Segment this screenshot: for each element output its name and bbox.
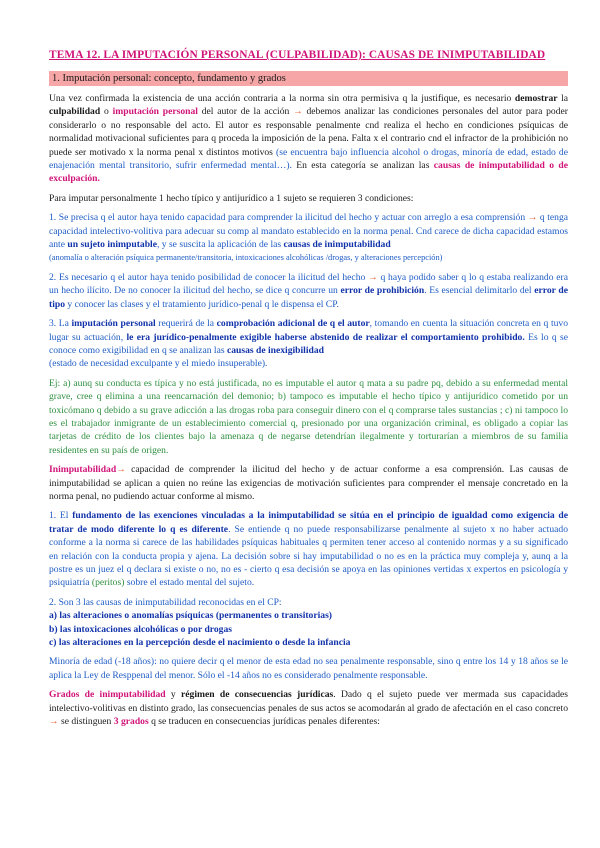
- arrow-icon: →: [527, 212, 538, 224]
- text: , y se suscita la aplicación de las: [156, 239, 284, 251]
- condition-3-note: (estado de necesidad exculpante y el miedo insuperable).: [49, 358, 268, 370]
- text: . Se entiende q no puede responsabilizarse penalmente al sujeto x no haber actuado conforme a la norma si carece de las habilidades psíquicas habituales q permiten tener acceso al contenido normas y a su significado en relación con la conducta propia y ajena. La decisión sobre si hay imputabilidad o no es en la práctica muy compleja y, aunq a la postre es un juez el q declara si existe o no, no es - cierto q esa decisión se apoya en las opiniones vertidas x expertos en psicología y psiquiatría: [49, 523, 568, 589]
- text: se distinguen: [58, 716, 114, 728]
- text: y conocer las clases y el tratamiento jurídico-penal q le dispensa el CP.: [65, 298, 339, 310]
- text: q tenga capacidad intelectivo-volitiva para adecuar su comp al mandato establecido en la norma penal. Cnd carece de dicha capacidad estamos ante: [49, 212, 569, 251]
- arrow-icon: →: [368, 271, 378, 283]
- fundamento-paragraph: [49, 509, 568, 589]
- regimen-term: régimen de consecuencias jurídicas: [181, 689, 334, 701]
- condition-1: [49, 211, 568, 265]
- text: capacidad de comprender la ilicitud del hecho y de actuar conforme a esa comprensión. Las causas de inimputabilidad se aplican a quien no reúne las exigencias de motivación suficientes para comprender el mensaje concretado en la norma penal, no pudiendo actuar conforme al mismo.: [49, 464, 568, 502]
- causas-inimputabilidad-term: causas de inimputabilidad: [283, 239, 391, 251]
- sujeto-inimputable-term: un sujeto inimputable: [67, 239, 157, 251]
- text: 2. Es necesario q el autor haya tenido posibilidad de conocer la ilicitud del hecho: [49, 271, 369, 283]
- fundamento-term: fundamento de las exenciones vinculadas a la inimputabilidad se sitúa en el principio de igualdad como exigencia de tratar de modo diferente lo q es diferente: [49, 510, 568, 535]
- text: Una vez confirmada la existencia de una acción contraria a la norma sin otra permisiva q la justifique, es necesario: [49, 93, 515, 104]
- arrow-icon: →: [293, 106, 303, 118]
- text: . Es esencial delimitarlo del: [424, 285, 535, 297]
- cause-item: a) las alteraciones o anomalías psíquicas (permanentes o transitorias): [49, 610, 333, 622]
- text: del autor de la acción: [197, 106, 294, 118]
- text: 3. La: [49, 318, 72, 330]
- condition-2: [49, 271, 568, 311]
- imputacion-personal-term: imputación personal: [71, 318, 156, 330]
- error-tipo-term: error de tipo: [49, 285, 568, 310]
- text: o: [100, 106, 113, 118]
- text: q haya podido saber q lo q estaba realizando era un hecho ilícito. De no conocer la ilicitud del hecho, se dice q concurre un: [49, 271, 568, 297]
- peritos-term: (peritos): [91, 577, 125, 589]
- grados-paragraph: [49, 688, 568, 728]
- culpabilidad-term: culpabilidad: [49, 106, 101, 118]
- intro-paragraph: [49, 92, 568, 186]
- text: En esta categoría se analizan las: [291, 160, 434, 172]
- text: . Dado q el sujeto puede ver mermada sus capacidades intelectivo-volitivas en distinto grado, las consecuencias penales de sus actos se acomodarán al grado de afectación en el caso concreto: [49, 689, 569, 714]
- arrow-icon: →: [49, 716, 59, 728]
- text: , tomando en cuenta la situación concreta en q tuvo lugar su actuación,: [49, 318, 568, 343]
- arrow-icon: →: [116, 464, 126, 476]
- causas-inexigibilidad-term: causas de inexigibilidad: [226, 344, 324, 356]
- error-prohibicion-term: error de prohibición: [340, 285, 425, 297]
- cause-item: c) las alteraciones en la percepción desde el nacimiento o desde la infancia: [49, 637, 351, 649]
- text: 1. Se precisa q el autor haya tenido capacidad para comprender la ilicitud del hecho y actuar con arreglo a esa comprensión: [49, 212, 528, 224]
- imputacion-personal-term: imputación personal: [112, 106, 198, 118]
- text: q se traducen en consecuencias jurídicas penales diferentes:: [148, 716, 380, 728]
- example-paragraph: Ej: a) aunq su conducta es típica y no está justificada, no es imputable el autor q mata a su padre pq, debido a su enfermedad mental grave, cree q elimina a una reencarnación del demonio; b) tampoco es imputable el hecho típico y antijurídico cometido por un toxicómano q debido a su grave adicción a las drogas roba para conseguir dinero con el q comprarse tales sustancias ; c) ni tampoco lo es el trabajador inmigrante de un establecimiento comercial q, presionado por una organización criminal, es obligado a copiar las tarjetas de crédito de los clientes bajo la amenaza q de negarse detendrían ilegalmente y torturarían a miembros de su familia residentes en su país de origen.: [49, 377, 568, 456]
- conditions-intro: Para imputar personalmente 1 hecho típico y antijurídico a 1 sujeto se requieren 3 condiciones:: [49, 192, 414, 204]
- section-heading-1: 1. Imputación personal: concepto, fundamento y grados: [49, 71, 568, 86]
- text: requerirá de la: [155, 318, 217, 330]
- condition-3: [49, 317, 568, 371]
- text: Es lo q se conoce como exigibilidad en q se analizan las: [49, 331, 568, 356]
- comprobacion-term: comprobación adicional de q el autor: [216, 318, 370, 330]
- text-bold: demostrar: [514, 93, 558, 104]
- text: 1. El: [49, 510, 73, 522]
- cause-item: b) las intoxicaciones alcohólicas o por drogas: [49, 623, 233, 635]
- minoria-edad-paragraph: Minoría de edad (-18 años): no quiere decir q el menor de esta edad no sea penalmente responsable, sino q entre los 14 y 18 años se le aplica la Ley de Resppenal del menor. Sólo el -14 años no es considerado penalmente responsable.: [49, 656, 568, 681]
- tres-grados-term: 3 grados: [113, 716, 149, 728]
- text: sobre el estado mental del sujeto.: [124, 577, 255, 589]
- inimputabilidad-term: Inimputabilidad: [49, 464, 117, 476]
- text: debemos analizar las condiciones personales del autor para poder considerarlo o no responsable del acto. El autor es responsable penalmente cnd realiza el hecho en condiciones psíquicas de normalidad motivacional suficientes para q proceda la imposición de la pena. Falta x el contrario cnd el infractor de la prohibición no puede ser motivado x la norma penal x distintos motivos: [49, 106, 568, 158]
- text: y: [165, 689, 182, 701]
- motives-note: (se encuentra bajo influencia alcohol o drogas, minoría de edad, estado de enajenación mental transitorio, sufrir enfermedad mental…).: [49, 146, 568, 172]
- condition-1-note: (anomalía o alteración psíquica permanente/transitoria, intoxicaciones alcohólicas /drogas, y alteraciones percepción): [49, 253, 443, 263]
- grados-term: Grados de inimputabilidad: [49, 689, 166, 701]
- document-title: TEMA 12. LA IMPUTACIÓN PERSONAL (CULPABILIDAD): CAUSAS DE INIMPUTABILIDAD: [49, 49, 546, 61]
- text: la: [557, 93, 568, 104]
- exigibilidad-term: le era jurídico-penalmente exigible haberse abstenido de realizar el comportamiento prohibido.: [126, 331, 525, 343]
- causes-list: [49, 596, 568, 650]
- causas-inimputabilidad-term: causas de inimputabilidad o de exculpación.: [49, 160, 569, 185]
- inimputabilidad-definition: [49, 463, 568, 503]
- causes-intro: 2. Son 3 las causas de inimputabilidad reconocidas en el CP:: [49, 596, 282, 608]
